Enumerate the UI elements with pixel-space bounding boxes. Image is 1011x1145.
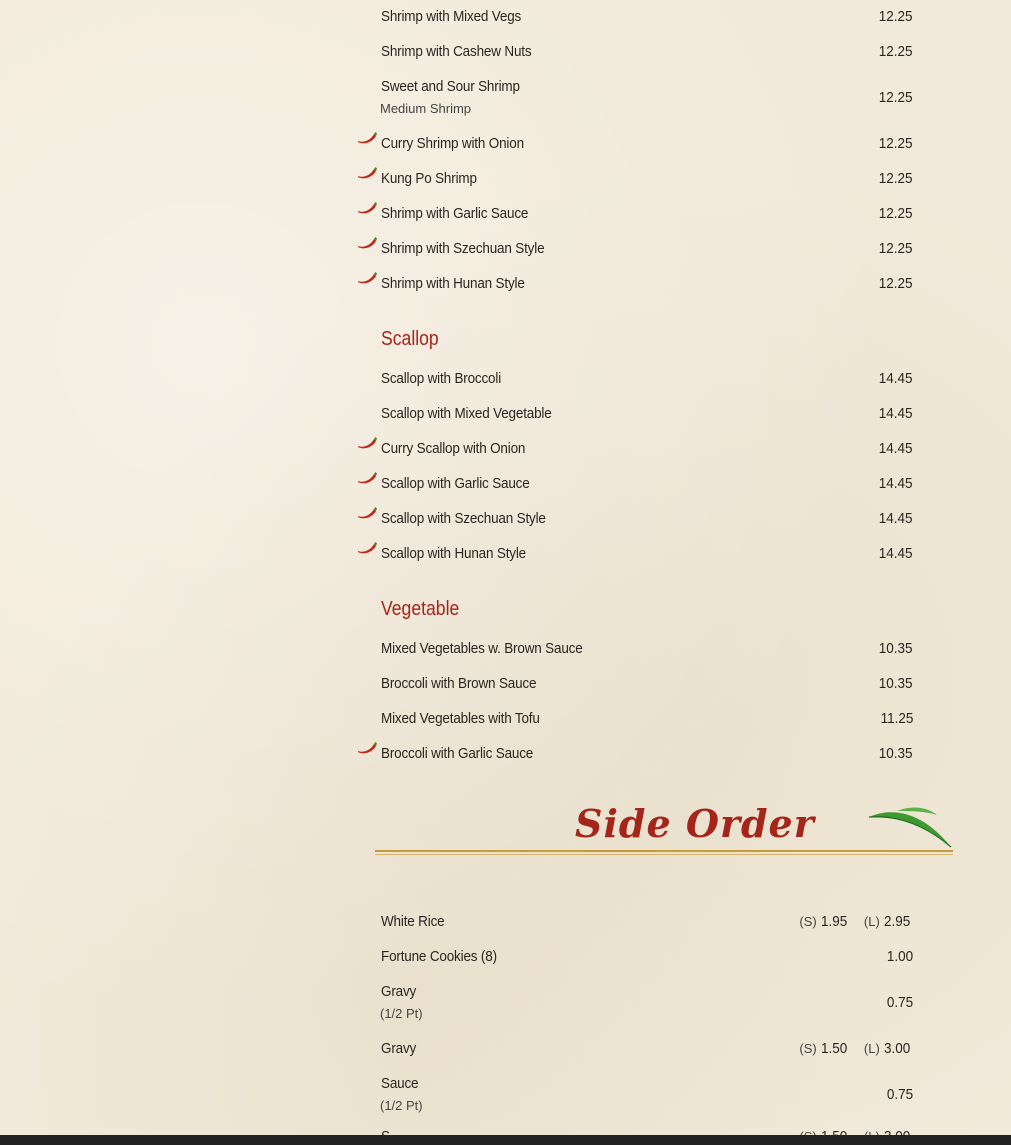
item-price: 1.00 [886, 948, 913, 965]
leaf-icon [867, 803, 953, 849]
item-price: 14.45 [879, 440, 913, 457]
size-label: (S) [799, 914, 817, 929]
item-name: Shrimp with Mixed Vegs [381, 8, 522, 25]
item-price: 14.45 [879, 545, 913, 562]
bottom-bar [0, 1135, 1011, 1145]
small-price: 1.50 [820, 1040, 847, 1057]
menu-item [355, 78, 915, 118]
chili-pepper-icon [357, 131, 377, 145]
item-name: Shrimp with Garlic Sauce [381, 205, 529, 222]
item-name: Scallop with Mixed Vegetable [381, 405, 552, 422]
item-name: Scallop with Szechuan Style [381, 510, 546, 527]
chili-pepper-icon [357, 236, 377, 250]
item-name: Gravy [381, 1040, 417, 1057]
large-price: 3.00 [883, 1040, 911, 1057]
item-name: Scallop with Broccoli [381, 370, 502, 387]
item-price: 12.25 [879, 8, 913, 25]
item-price: 14.45 [879, 475, 913, 492]
item-price: 10.35 [879, 745, 913, 762]
chili-pepper-icon [357, 166, 377, 180]
item-price: 11.25 [880, 710, 913, 727]
item-name: Kung Po Shrimp [381, 170, 477, 187]
chili-pepper-icon [357, 271, 377, 285]
chili-pepper-icon [357, 506, 377, 520]
divider [375, 850, 953, 852]
size-label: (L) [863, 914, 880, 929]
item-price: 14.45 [879, 370, 913, 387]
chili-pepper-icon [357, 741, 377, 755]
item-name: Mixed Vegetables w. Brown Sauce [381, 640, 583, 657]
item-name: Scallop with Hunan Style [381, 545, 527, 562]
item-name: Shrimp with Szechuan Style [381, 240, 545, 257]
menu-item [355, 1075, 915, 1115]
menu-item [355, 983, 915, 1023]
chili-pepper-icon [357, 436, 377, 450]
item-price: 12.25 [879, 170, 913, 187]
chili-pepper-icon [357, 201, 377, 215]
item-price: 12.25 [879, 135, 913, 152]
item-name: Sauce [381, 1075, 419, 1092]
chili-pepper-icon [357, 541, 377, 555]
divider [375, 854, 953, 855]
item-price: 14.45 [879, 405, 913, 422]
left-sidebar [0, 0, 340, 1135]
item-price: 12.25 [879, 205, 913, 222]
chili-pepper-icon [357, 471, 377, 485]
item-note: (1/2 Pt) [380, 1006, 423, 1021]
category-heading-scallop: Scallop [381, 328, 439, 350]
item-price: 0.75 [886, 994, 913, 1011]
size-label: (L) [863, 1041, 880, 1056]
item-name: Shrimp with Cashew Nuts [381, 43, 532, 60]
item-name: Curry Scallop with Onion [381, 440, 526, 457]
item-name: Broccoli with Brown Sauce [381, 675, 537, 692]
item-price: 12.25 [879, 275, 913, 292]
item-price: 10.35 [879, 675, 913, 692]
menu-content [355, 0, 955, 1135]
item-price: 12.25 [879, 240, 913, 257]
size-label: (S) [799, 1041, 817, 1056]
item-name: Sweet and Sour Shrimp [381, 78, 520, 95]
item-name: Fortune Cookies (8) [381, 948, 497, 965]
item-note: (1/2 Pt) [380, 1098, 423, 1113]
size-prices [799, 913, 913, 930]
item-name: White Rice [381, 913, 445, 930]
item-note: Medium Shrimp [380, 101, 472, 116]
size-prices [799, 1040, 913, 1057]
small-price: 1.95 [820, 913, 847, 930]
item-name: Mixed Vegetables with Tofu [381, 710, 540, 727]
item-price: 12.25 [879, 89, 913, 106]
item-name: Broccoli with Garlic Sauce [381, 745, 534, 762]
side-order-banner [375, 795, 955, 857]
item-price: 10.35 [879, 640, 913, 657]
item-name: Curry Shrimp with Onion [381, 135, 524, 152]
item-name: Gravy [381, 983, 417, 1000]
section-title: Side Order [575, 801, 815, 846]
item-price: 14.45 [879, 510, 913, 527]
item-name: Shrimp with Hunan Style [381, 275, 525, 292]
item-price: 12.25 [879, 43, 913, 60]
item-price: 0.75 [886, 1086, 913, 1103]
item-name: Scallop with Garlic Sauce [381, 475, 530, 492]
large-price: 2.95 [883, 913, 911, 930]
category-heading-vegetable: Vegetable [381, 598, 460, 620]
